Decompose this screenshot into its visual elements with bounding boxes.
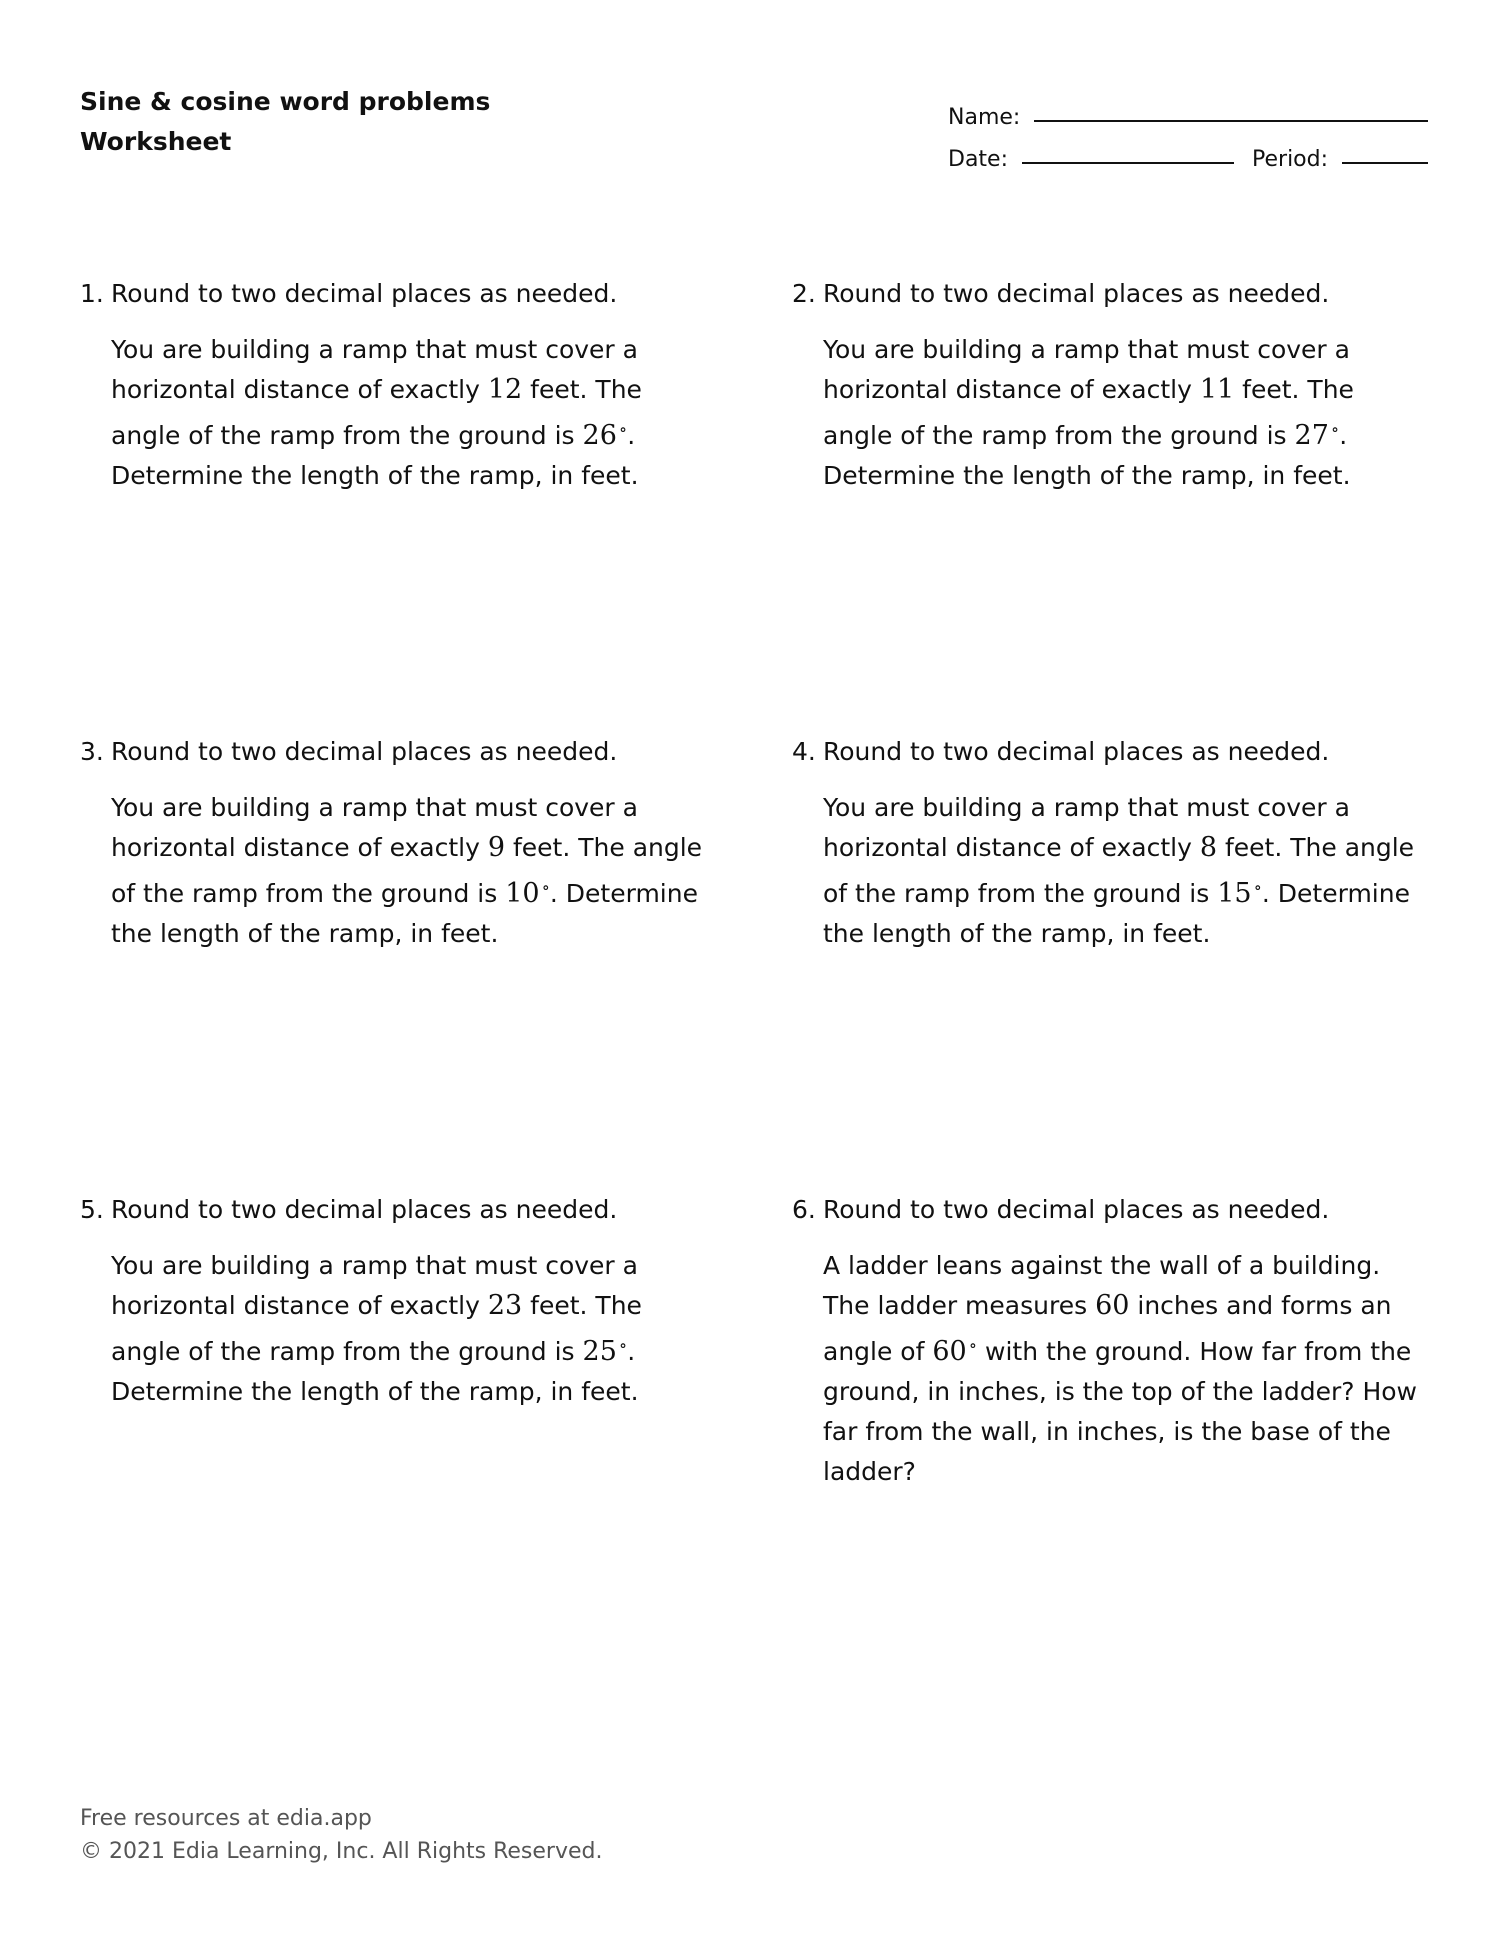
page-footer — [80, 1802, 602, 1868]
name-label: Name: — [948, 105, 1021, 130]
problem-text — [111, 1246, 711, 1412]
problem-number: 1. — [80, 279, 104, 308]
problem-number: 6. — [792, 1195, 816, 1224]
problem-text-part: You are building a ramp that must cover a horizontal distance of exactly — [111, 335, 638, 404]
problem-text — [111, 788, 711, 954]
footer-copyright: © 2021 Edia Learning, Inc. All Rights Reserved. — [80, 1839, 603, 1864]
name-blank-line[interactable] — [1034, 120, 1428, 122]
problem-5 — [80, 1190, 700, 1412]
problem-text — [111, 330, 711, 496]
angle-value: 60 — [932, 1336, 967, 1367]
degree-symbol: ∘ — [1330, 420, 1340, 440]
problem-text — [823, 788, 1423, 954]
degree-symbol: ∘ — [1253, 878, 1262, 898]
angle-value: 25 — [582, 1336, 617, 1367]
problem-instruction: Round to two decimal places as needed. — [111, 1195, 618, 1224]
problem-text — [823, 1246, 1423, 1492]
problem-number: 2. — [792, 279, 816, 308]
problem-text-part: feet. The angle of the ramp from the ground is — [111, 1291, 642, 1366]
problem-text-part: with the ground. How far from the ground, in inches, is the top of the ladder? How far from the wall, in inches, is the base of the ladder? — [823, 1337, 1418, 1486]
problem-text-part: You are building a ramp that must cover a horizontal distance of exactly — [111, 793, 638, 862]
distance-value: 9 — [487, 832, 506, 863]
problem-number: 4. — [792, 737, 816, 766]
problem-instruction: Round to two decimal places as needed. — [111, 737, 618, 766]
problem-text-part: You are building a ramp that must cover a horizontal distance of exactly — [823, 335, 1350, 404]
problem-6 — [792, 1190, 1418, 1492]
degree-symbol: ∘ — [968, 1336, 978, 1356]
problem-1 — [80, 274, 700, 496]
angle-value: 15 — [1217, 878, 1252, 909]
problem-text-part: inches and forms an angle of — [823, 1291, 1392, 1366]
problem-text-part: feet. The angle of the ramp from the ground is — [111, 833, 703, 908]
problem-3 — [80, 732, 703, 954]
distance-value: 12 — [487, 374, 523, 405]
period-blank-line[interactable] — [1342, 162, 1428, 164]
problem-header — [792, 1190, 1412, 1230]
degree-symbol: ∘ — [541, 878, 550, 898]
period-label: Period: — [1252, 147, 1329, 172]
problem-text-part: . Determine the length of the ramp, in feet. — [111, 879, 698, 948]
date-period-row — [948, 130, 1428, 172]
problem-text-part: You are building a ramp that must cover a horizontal distance of exactly — [111, 1251, 638, 1320]
degree-symbol: ∘ — [618, 420, 628, 440]
problem-text — [823, 330, 1423, 496]
name-row — [948, 88, 1428, 130]
distance-value: 8 — [1199, 832, 1218, 863]
length-value: 60 — [1095, 1290, 1130, 1321]
problem-instruction: Round to two decimal places as needed. — [823, 1195, 1330, 1224]
problem-instruction: Round to two decimal places as needed. — [823, 279, 1330, 308]
angle-value: 27 — [1294, 420, 1329, 451]
student-info — [948, 88, 1428, 172]
footer-resources-link[interactable]: Free resources at edia.app — [80, 1806, 372, 1831]
angle-value: 10 — [505, 878, 540, 909]
problem-text-part: You are building a ramp that must cover a horizontal distance of exactly — [823, 793, 1350, 862]
problem-header — [792, 274, 1412, 314]
problem-text-part: feet. The angle of the ramp from the ground is — [111, 375, 642, 450]
worksheet-title: Sine & cosine word problems — [80, 87, 491, 116]
problem-text-part: . Determine the length of the ramp, in feet. — [111, 1337, 639, 1406]
problem-header — [80, 732, 700, 772]
degree-symbol: ∘ — [618, 1336, 628, 1356]
problem-text-part: feet. The angle of the ramp from the ground is — [823, 375, 1354, 450]
problem-4 — [792, 732, 1415, 954]
date-label: Date: — [948, 147, 1008, 172]
problem-header — [80, 274, 700, 314]
worksheet-header — [80, 82, 490, 162]
problem-number: 5. — [80, 1195, 104, 1224]
problem-header — [792, 732, 1412, 772]
angle-value: 26 — [582, 420, 617, 451]
problem-text-part: . Determine the length of the ramp, in feet. — [823, 879, 1410, 948]
problem-2 — [792, 274, 1412, 496]
problem-number: 3. — [80, 737, 104, 766]
problem-text-part: A ladder leans against the wall of a building. The ladder measures — [823, 1251, 1381, 1320]
problem-instruction: Round to two decimal places as needed. — [111, 279, 618, 308]
problem-text-part: . Determine the length of the ramp, in feet. — [111, 421, 639, 490]
problem-instruction: Round to two decimal places as needed. — [823, 737, 1330, 766]
problem-header — [80, 1190, 700, 1230]
distance-value: 11 — [1199, 374, 1235, 405]
problem-text-part: . Determine the length of the ramp, in feet. — [823, 421, 1351, 490]
worksheet-subtitle: Worksheet — [80, 127, 232, 156]
date-blank-line[interactable] — [1022, 162, 1234, 164]
distance-value: 23 — [487, 1290, 523, 1321]
problem-text-part: feet. The angle of the ramp from the ground is — [823, 833, 1415, 908]
